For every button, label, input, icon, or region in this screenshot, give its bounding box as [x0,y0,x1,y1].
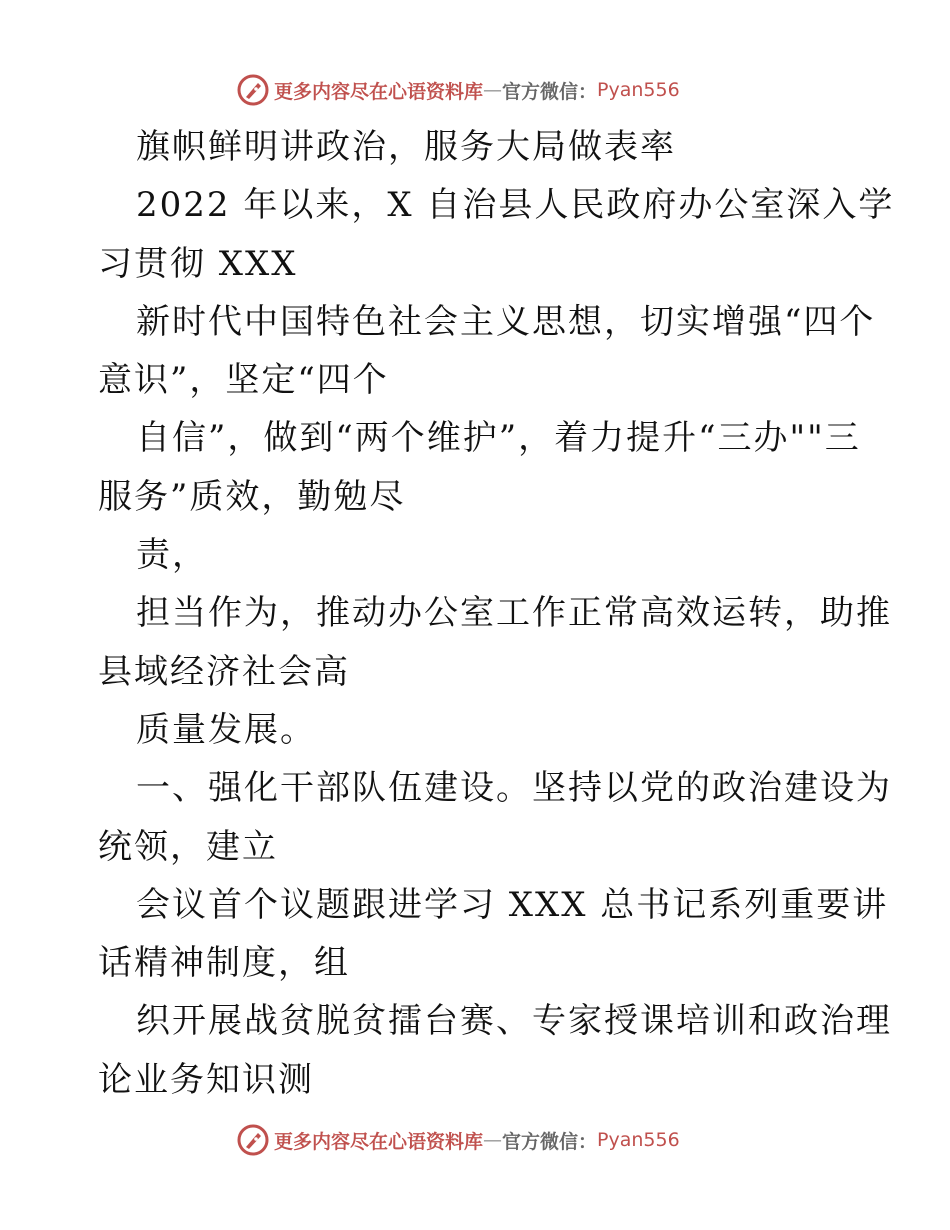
paragraph-line: 县域经济社会高 [98,651,350,692]
paragraph-line: 话精神制度，组 [98,943,350,984]
paragraph-line: 新时代中国特色社会主义思想，切实增强“四个 [136,301,876,342]
paragraph-line: 论业务知识测 [98,1059,314,1100]
banner-brand: 更多内容尽在心语资料库 [274,1130,484,1153]
paragraph-line: 习贯彻 XXX [98,243,298,284]
paragraph-line: 意识”，坚定“四个 [98,360,389,401]
banner-dash: — [483,79,503,101]
header-banner [236,72,680,108]
document-body [98,118,895,1109]
paragraph-line: 统领，建立 [98,826,278,867]
paragraph-line: 织开展战贫脱贫擂台赛、专家授课培训和政治理 [136,1001,892,1042]
banner-wechat-id: Pyan556 [597,1129,680,1151]
paragraph-line: 2022 年以来，X 自治县人民政府办公室深入学 [136,185,895,226]
banner-dash: — [483,1129,503,1151]
paragraph-line: 自信”，做到“两个维护”，着力提升“三办""三 [136,418,861,459]
banner-wechat-id: Pyan556 [597,79,680,101]
pen-nib-circle-icon [236,73,270,107]
pen-nib-circle-icon [236,1123,270,1157]
paragraph-line: 一、强化干部队伍建设。坚持以党的政治建设为 [136,768,892,809]
footer-banner [236,1122,680,1158]
paragraph-line: 责， [136,535,208,576]
paragraph-line: 质量发展。 [136,709,316,750]
paragraph-line: 服务”质效，勤勉尽 [98,476,406,517]
paragraph-line: 会议首个议题跟进学习 XXX 总书记系列重要讲 [136,884,889,925]
paragraph-line: 担当作为，推动办公室工作正常高效运转，助推 [136,593,892,634]
paragraph-line: 旗帜鲜明讲政治，服务大局做表率 [136,127,676,167]
banner-official-label: 官方微信： [502,80,598,103]
banner-brand: 更多内容尽在心语资料库 [274,80,484,103]
banner-official-label: 官方微信： [502,1130,598,1153]
